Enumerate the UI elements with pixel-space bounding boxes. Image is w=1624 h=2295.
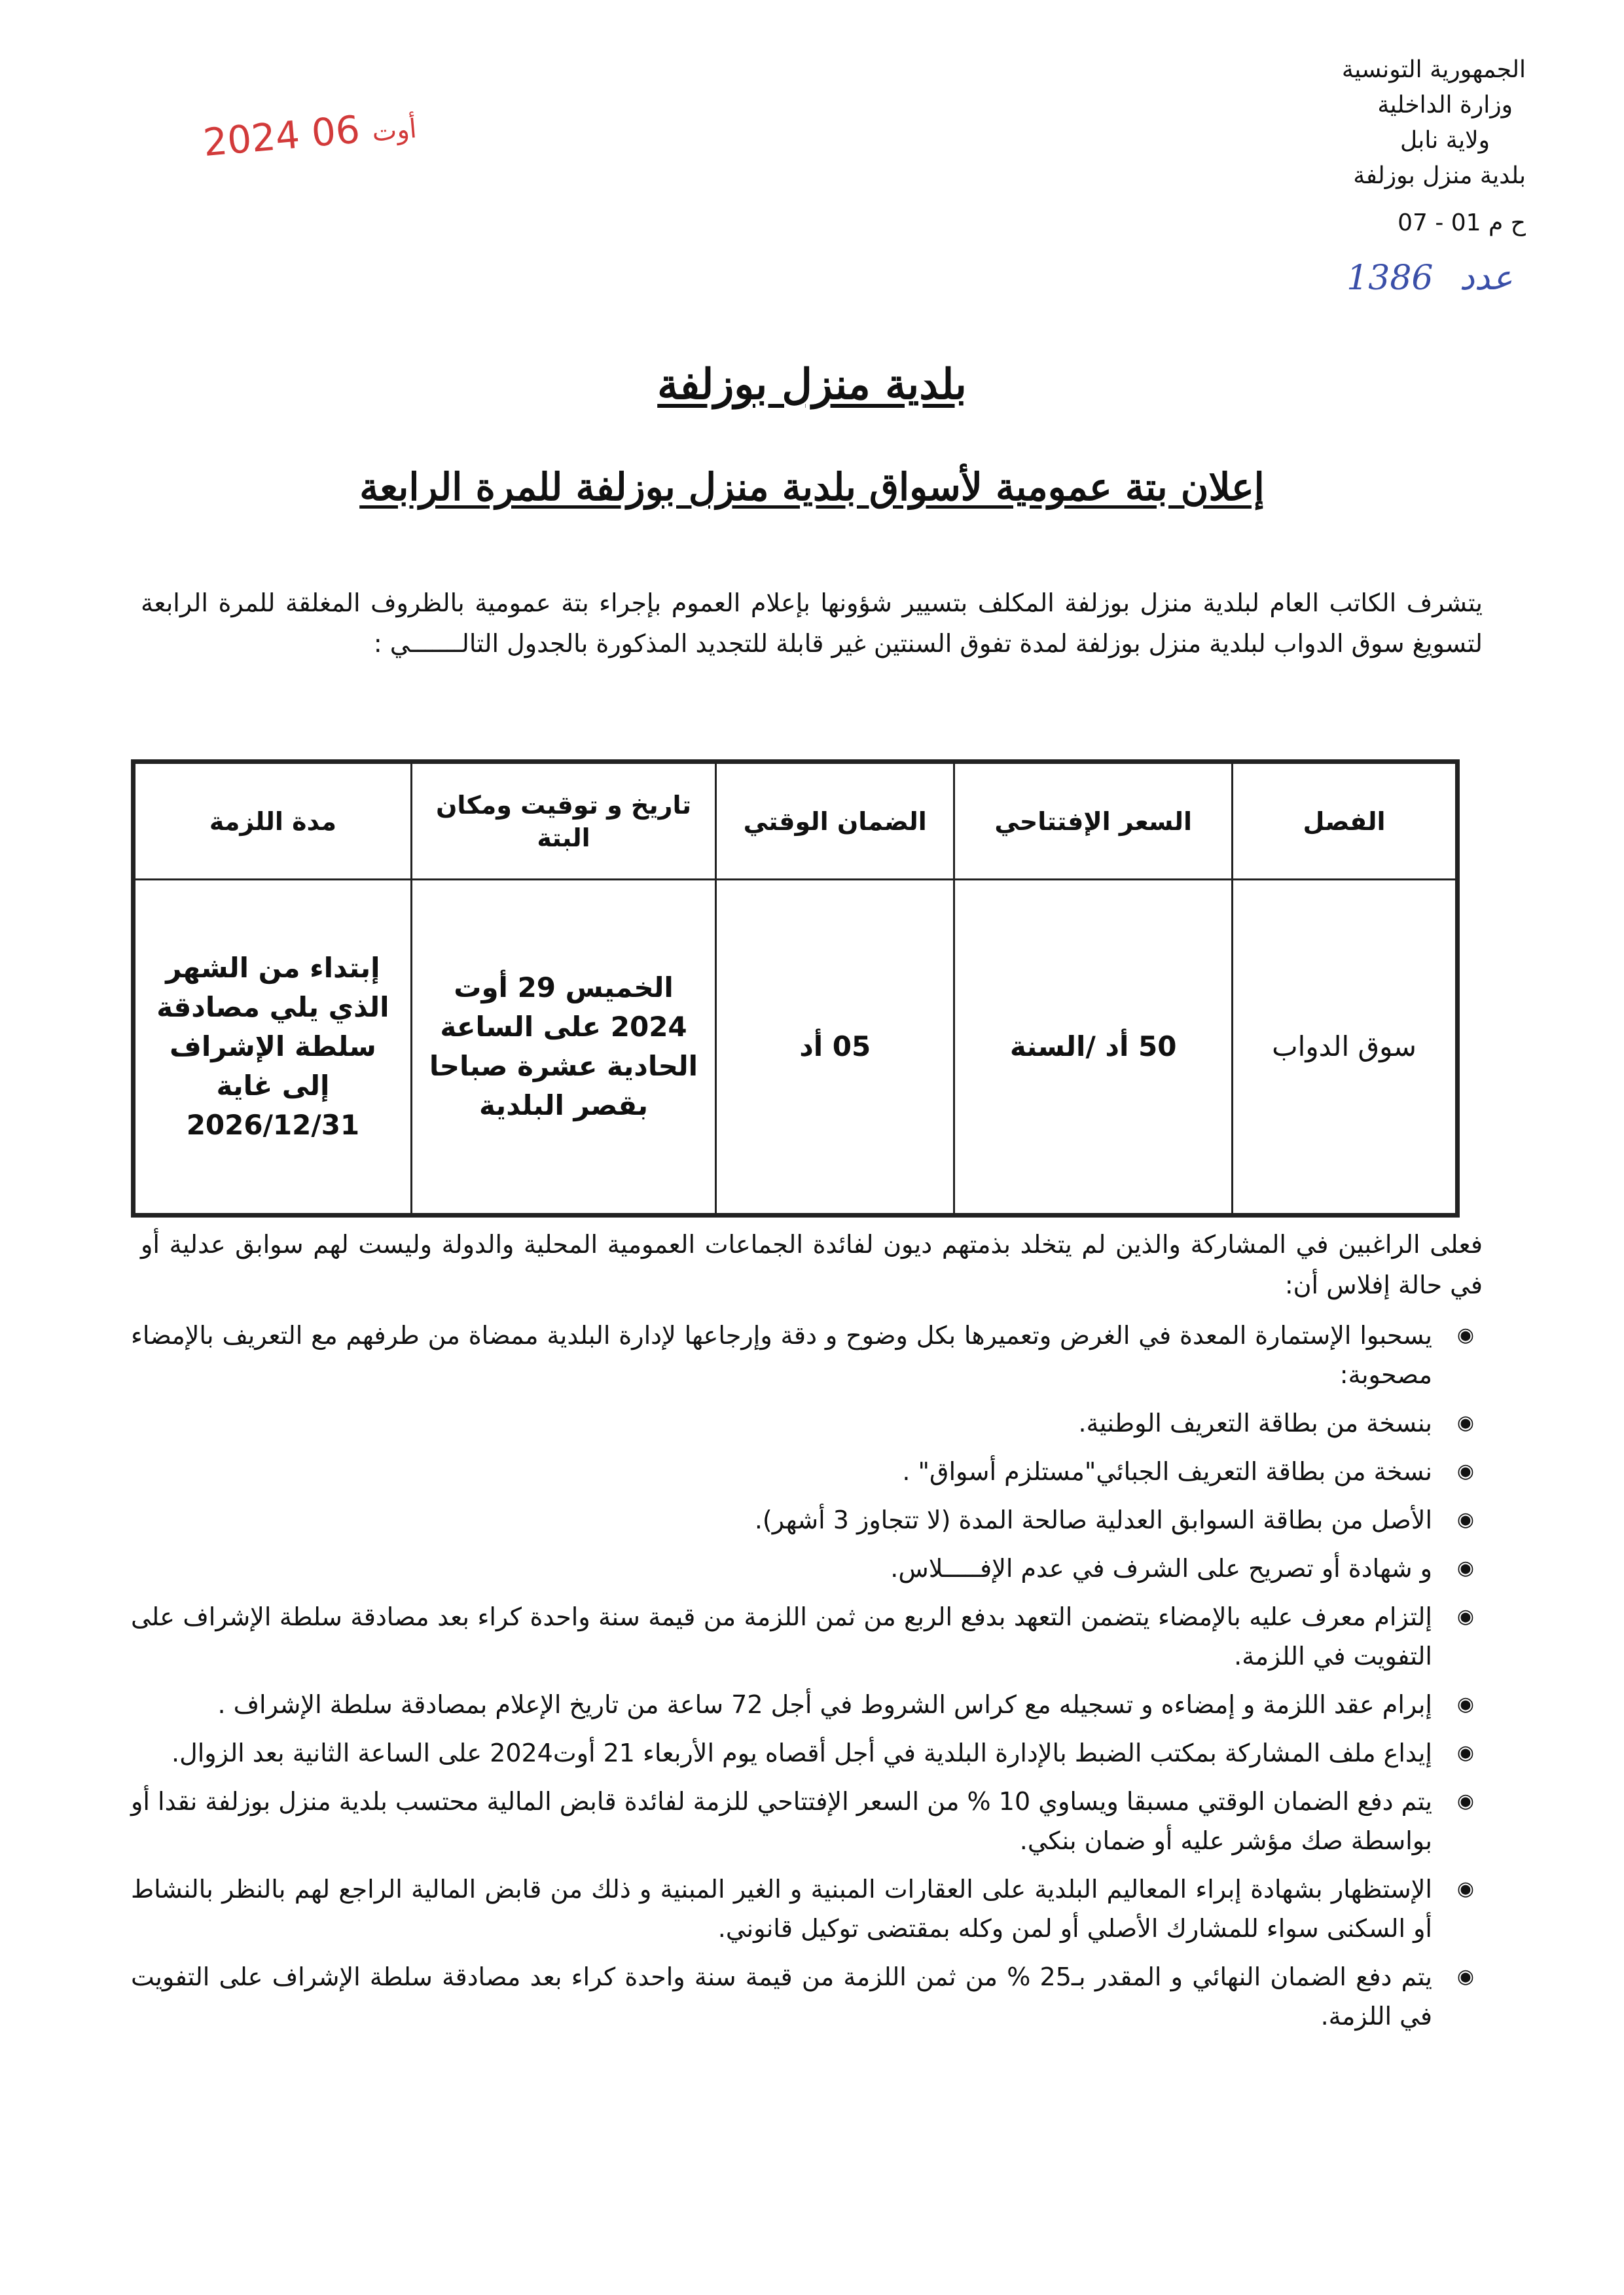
list-item-text: الإستظهار بشهادة إبراء المعاليم البلدية على العقارات المبنية و الغير المبنية و ذلك من قابض المالية الراجع لهم بالنظر بالنشاط أو السكنى سواء للمشارك الأصلي أو لمن وكله بمقتضى توكيل قانوني. [131, 1875, 1432, 1943]
col-header-deposit: الضمان الوقتي [716, 762, 954, 880]
cell-section: سوق الدواب [1233, 880, 1458, 1216]
header-governorate: ولاية نابل [1400, 127, 1490, 154]
col-header-duration: مدة اللزمة [134, 762, 412, 880]
list-item-text: نسخة من بطاقة التعريف الجبائي"مستلزم أسواق" . [902, 1457, 1432, 1486]
list-item-text: يتم دفع الضمان النهائي و المقدر بـ25 % من ثمن اللزمة من قيمة سنة واحدة كراء بعد مصادقة سلطة الإشراف على التفويت في اللزمة. [131, 1962, 1432, 2031]
list-item [131, 1782, 1479, 1860]
eligibility-paragraph: فعلى الراغبين في المشاركة والذين لم يتخلد بذمتهم ديون لفائدة الجماعات العمومية المحلية والدولة وليست لهم سوابق عدلية أو في حالة إفلاس أن: [141, 1230, 1483, 1299]
list-item-text: بنسخة من بطاقة التعريف الوطنية. [1078, 1409, 1432, 1437]
stamp-day: 06 [310, 107, 362, 156]
table-header-row [134, 762, 1458, 880]
col-header-auction-time: تاريخ و توقيت ومكان البتة [411, 762, 715, 880]
date-stamp [202, 102, 418, 165]
list-item-text: و شهادة أو تصريح على الشرف في عدم الإفـــــلاس. [890, 1554, 1432, 1583]
list-item-text: يتم دفع الضمان الوقتي مسبقا ويساوي 10 % من السعر الإفتتاحي للزمة لفائدة قابض المالية محتسب بلدية منزل بوزلفة نقدا أو بواسطة صك مؤشر عليه أو ضمان بنكي. [131, 1787, 1432, 1855]
bullet-icon: ◉ [1456, 1411, 1474, 1434]
col-header-opening-price: السعر الإفتتاحي [954, 762, 1233, 880]
list-item-text: إيداع ملف المشاركة بمكتب الضبط بالإدارة البلدية في أجل أقصاه يوم الأربعاء 21 أوت2024 على الساعة الثانية بعد الزوال. [171, 1739, 1432, 1767]
header-republic: الجمهورية التونسية [1341, 56, 1526, 83]
bullet-icon: ◉ [1456, 1693, 1474, 1716]
list-item-text: الأصل من بطاقة السوابق العدلية صالحة المدة (لا تتجاوز 3 أشهر). [754, 1506, 1432, 1534]
col-header-section: الفصل [1233, 762, 1458, 880]
list-item [131, 1685, 1479, 1724]
header-municipality: بلدية منزل بوزلفة [1353, 162, 1526, 189]
page-title: بلدية منزل بوزلفة [657, 360, 967, 409]
bullet-icon: ◉ [1456, 1965, 1474, 1988]
list-item [131, 1733, 1479, 1773]
handwritten-number [1346, 259, 1513, 298]
list-item-text: يسحبوا الإستمارة المعدة في الغرض وتعميرها بكل وضوح و دقة وإرجاعها لإدارة البلدية ممضاة من طرفهم مع التعريف بالإمضاء مصحوبة: [131, 1321, 1432, 1389]
reference-code: 07 - 01 ح م [1398, 209, 1526, 236]
cell-opening-price: 50 أد /السنة [954, 880, 1233, 1216]
list-item-text: إبرام عقد اللزمة و إمضاءه و تسجيله مع كراس الشروط في أجل 72 ساعة من تاريخ الإعلام بمصادقة سلطة الإشراف . [217, 1690, 1432, 1719]
bullet-icon: ◉ [1456, 1790, 1474, 1813]
list-item [131, 1452, 1479, 1491]
bullet-icon: ◉ [1456, 1508, 1474, 1531]
handwritten-number-value: 1386 [1346, 259, 1434, 298]
list-item [131, 1316, 1479, 1394]
table-row [134, 880, 1458, 1216]
stamp-month: أوت [370, 113, 418, 148]
list-item [131, 1403, 1479, 1443]
bullet-icon: ◉ [1456, 1877, 1474, 1900]
bullet-icon: ◉ [1456, 1324, 1474, 1346]
header-ministry: وزارة الداخلية [1377, 92, 1513, 118]
bullet-icon: ◉ [1456, 1741, 1474, 1764]
page-subtitle: إعلان بتة عمومية لأسواق بلدية منزل بوزلفة للمرة الرابعة [359, 465, 1265, 509]
document-header [1199, 52, 1526, 194]
list-item [131, 1870, 1479, 1948]
cell-deposit: 05 أد [716, 880, 954, 1216]
stamp-year: 2024 [201, 112, 302, 166]
cell-duration: إبتداء من الشهر الذي يلي مصادقة سلطة الإشراف إلى غاية 2026/12/31 [134, 880, 412, 1216]
cell-auction-time: الخميس 29 أوت 2024 على الساعة الحادية عشرة صباحا بقصر البلدية [411, 880, 715, 1216]
list-item [131, 1500, 1479, 1540]
list-item-text: إلتزام معرف عليه بالإمضاء يتضمن التعهد بدفع الربع من ثمن اللزمة من قيمة سنة واحدة كراء بعد مصادقة سلطة الإشراف على التفويت في اللزمة. [131, 1602, 1432, 1671]
list-item [131, 1597, 1479, 1676]
conditions-list [131, 1316, 1479, 2045]
bullet-icon: ◉ [1456, 1605, 1474, 1628]
intro-paragraph: يتشرف الكاتب العام لبلدية منزل بوزلفة المكلف بتسيير شؤونها بإعلام العموم بإجراء بتة عمومية بالظروف المغلقة للمرة الرابعة لتسويغ سوق الدواب لبلدية منزل بوزلفة لمدة تفوق السنتين غير قابلة للتجديد المذكورة بالجدول التالـــــــي : [141, 588, 1483, 658]
list-item [131, 1957, 1479, 2036]
list-item [131, 1549, 1479, 1588]
auction-table [131, 759, 1460, 1218]
handwritten-number-label: عدد [1459, 259, 1513, 298]
bullet-icon: ◉ [1456, 1557, 1474, 1580]
bullet-icon: ◉ [1456, 1460, 1474, 1483]
